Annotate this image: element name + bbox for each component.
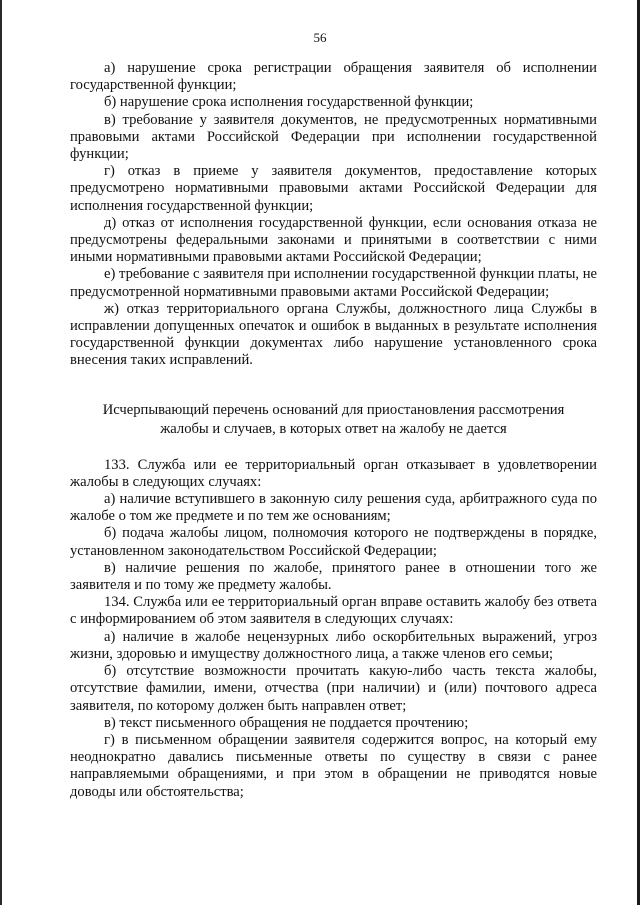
section-heading-line-1: Исчерпывающий перечень оснований для приостановления рассмотрения [102,401,565,418]
paragraph-133-a: а) наличие вступившего в законную силу решения суда, арбитражного суда по жалобе о том же предмете и по тем же основаниям; [70,491,597,525]
paragraph-item-e: е) требование с заявителя при исполнении государственной функции платы, не предусмотренной нормативными правовыми актами Российской Федерации; [70,266,597,300]
paragraph-133-b: б) подача жалобы лицом, полномочия которого не подтверждены в порядке, установленном законодательством Российской Федерации; [70,525,597,559]
paragraph-item-b: б) нарушение срока исполнения государственной функции; [104,94,474,111]
paragraph-item-g: г) отказ в приеме у заявителя документов, предоставление которых предусмотрено нормативными правовыми актами Российской Федерации для исполнения государственной функции; [70,163,597,214]
scan-edge-left [0,0,2,905]
paragraph-item-v: в) требование у заявителя документов, не предусмотренных нормативными правовыми актами Российской Федерации при исполнении государственной функции; [70,111,597,163]
paragraph-item-zh: ж) отказ территориального органа Службы, должностного лица Службы в исправлении допущенных опечаток и ошибок в выданных в результате исполнения государственной функции документах либо нарушение установленного срока внесения таких исправлений. [70,300,597,369]
paragraph-134-a: а) наличие в жалобе нецензурных либо оскорбительных выражений, угроз жизни, здоровью и имуществу должностного лица, а также членов его семьи; [70,628,597,662]
section-heading [70,401,597,440]
paragraph-item-d: д) отказ от исполнения государственной функции, если основания отказа не предусмотрены федеральными законами и принятыми в соответствии с ними иными нормативными правовыми актами Российской Федерации; [70,214,597,266]
paragraph-134: 134. Служба или ее территориальный орган вправе оставить жалобу без ответа с информированием об этом заявителя в следующих случаях: [70,594,597,628]
paragraph-133-v: в) наличие решения по жалобе, принятого ранее в отношении того же заявителя и по тому же предмету жалобы. [70,559,597,594]
page-number: 56 [313,30,327,45]
paragraph-134-b: б) отсутствие возможности прочитать какую-либо часть текста жалобы, отсутствие фамилии, имени, отчества (при наличии) и (или) почтового адреса заявителя, по которому должен быть направлен ответ; [70,663,597,714]
paragraph-134-v: в) текст письменного обращения не поддается прочтению; [104,714,469,731]
document-body [70,60,597,801]
paragraph-133: 133. Служба или ее территориальный орган отказывает в удовлетворении жалобы в следующих случаях: [70,456,597,490]
paragraph-134-g: г) в письменном обращении заявителя содержится вопрос, на который ему неоднократно давались письменные ответы по существу в связи с ранее направляемыми обращениями, и при этом в обращении не приводятся новые доводы или обстоятельства; [70,731,597,800]
section-heading-line-2: жалобы и случаев, в которых ответ на жалобу не дается [160,421,507,438]
paragraph-item-a: а) нарушение срока регистрации обращения заявителя об исполнении государственной функции; [70,60,597,94]
